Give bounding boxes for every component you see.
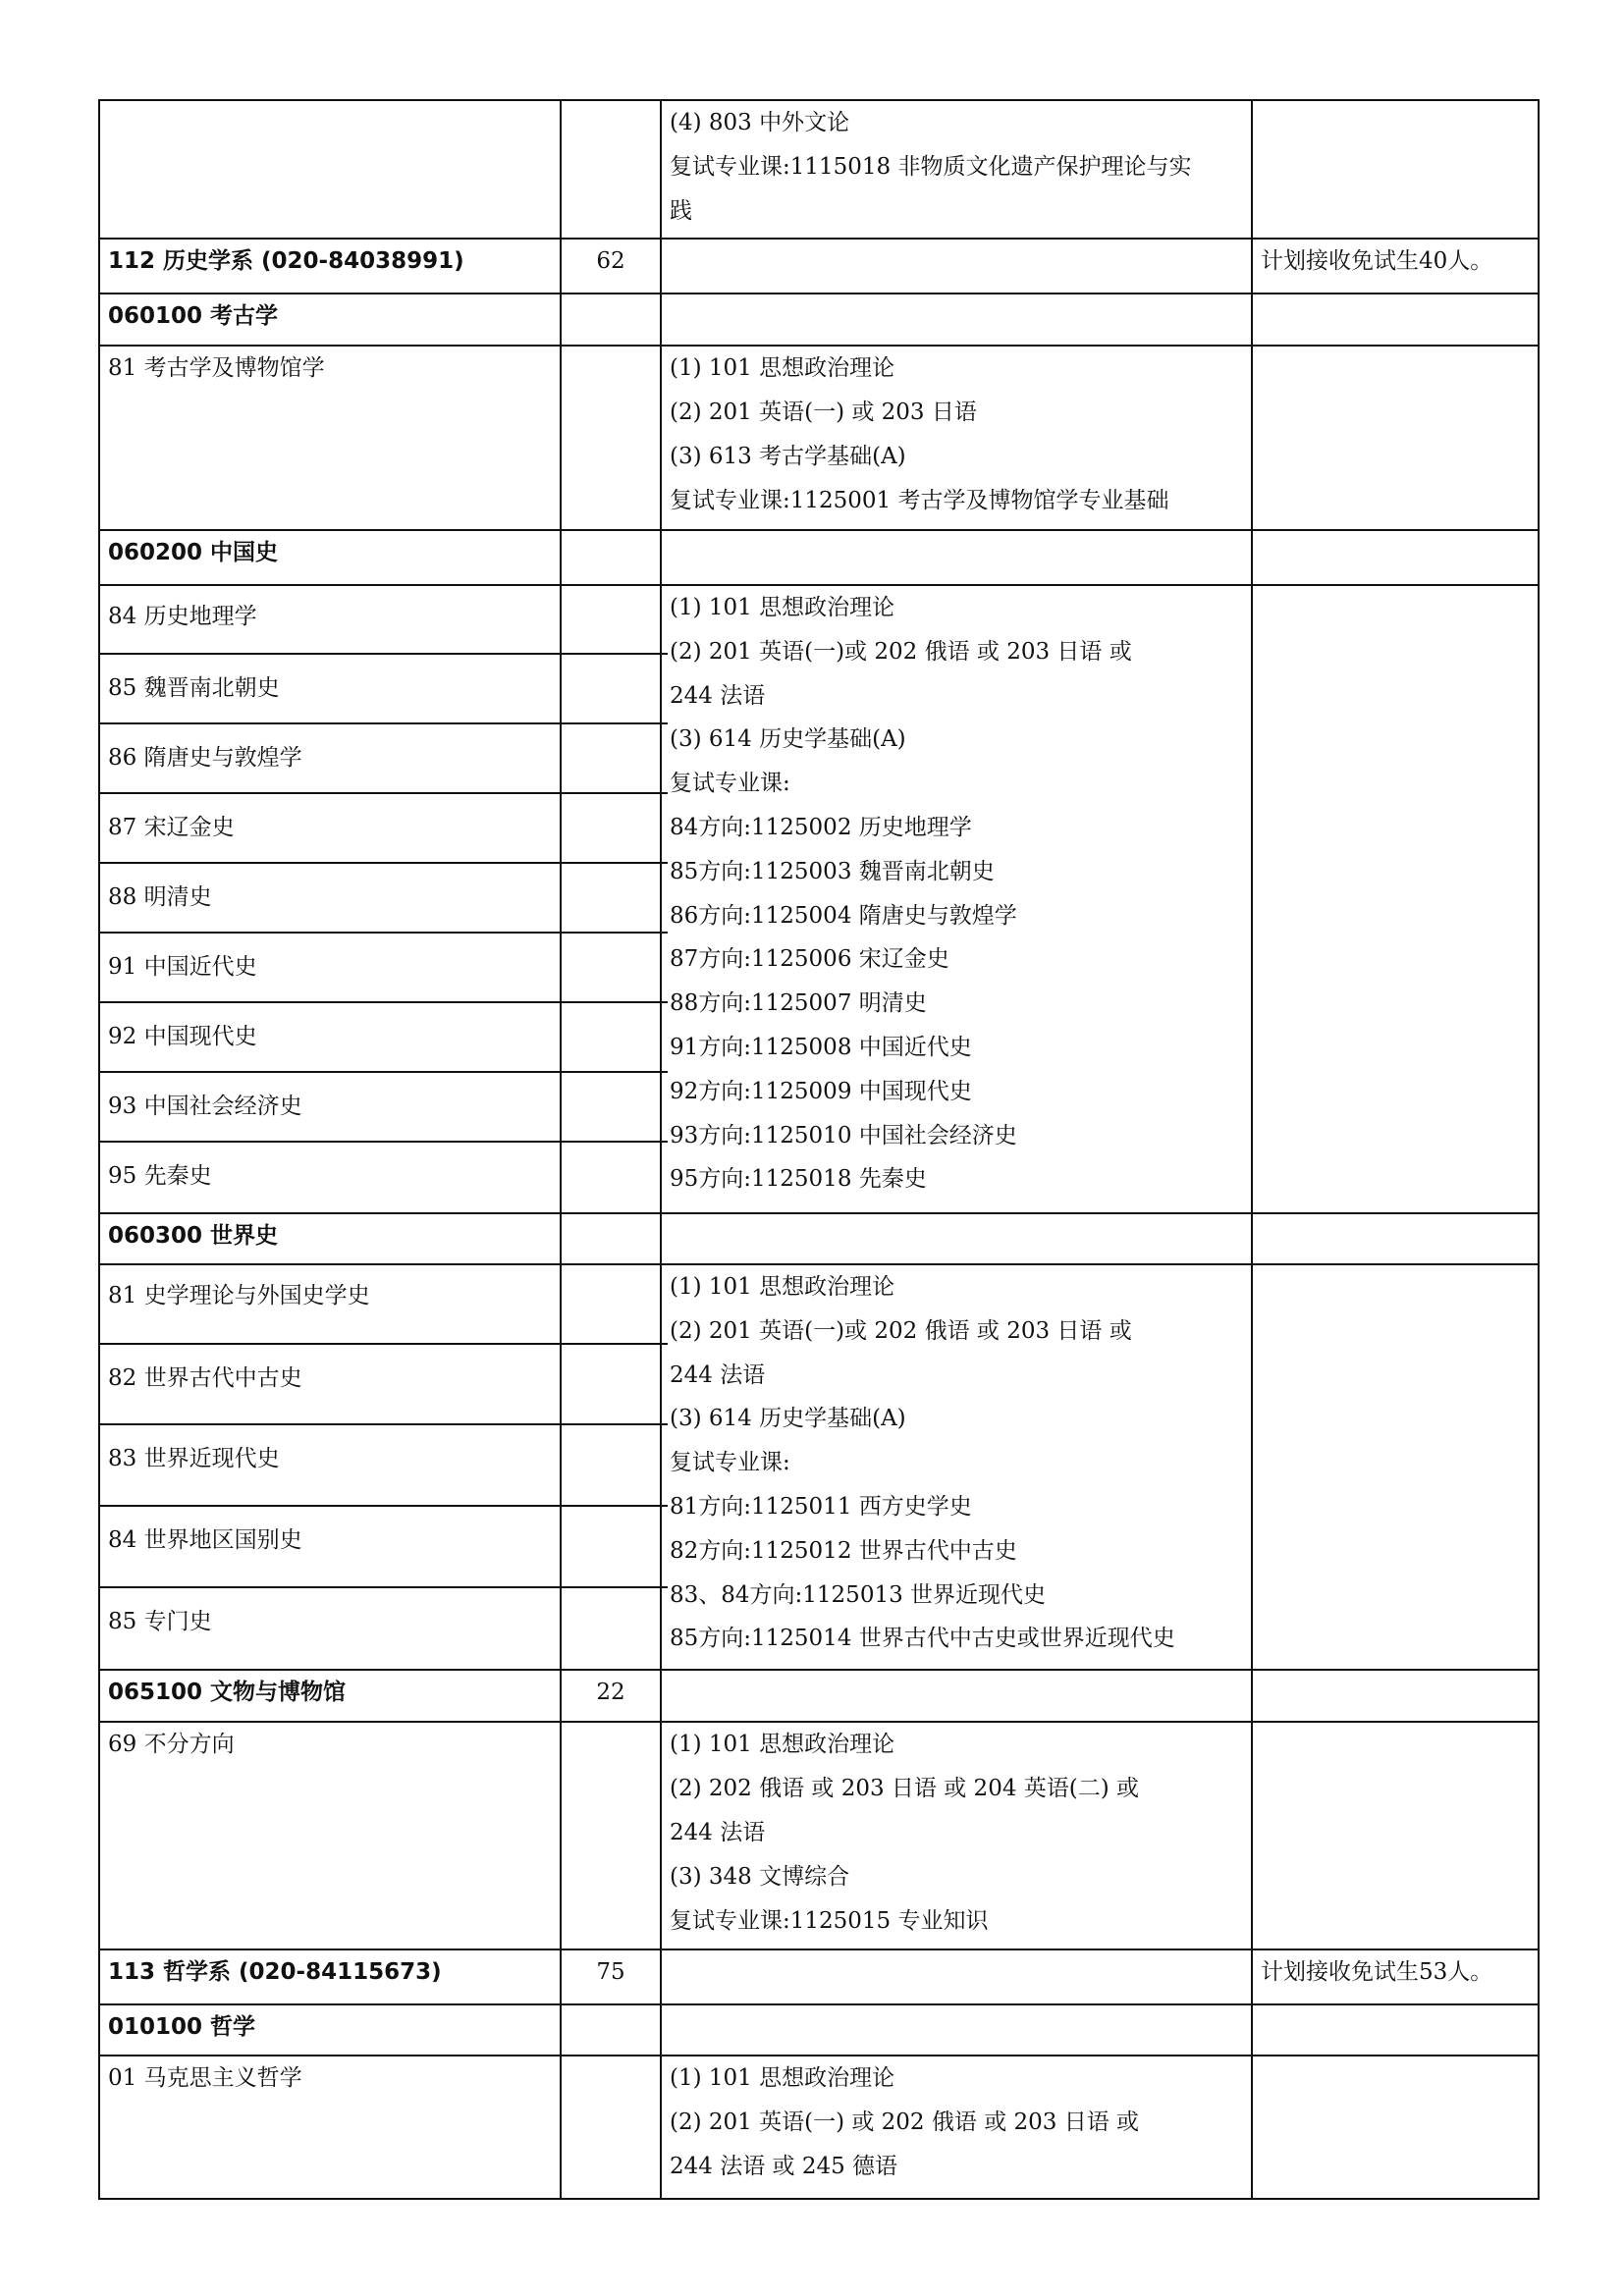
exam-line: (3) 614 历史学基础(A) [670, 1406, 906, 1432]
direction-name: 01 马克思主义哲学 [99, 2056, 561, 2199]
exam-line: 244 法语 或 245 德语 [670, 2154, 898, 2179]
major-row [99, 530, 1539, 585]
exam-line: (1) 101 思想政治理论 [670, 355, 895, 381]
exam-cell [661, 1213, 1252, 1264]
department-row [99, 239, 1539, 294]
direction-name: 84 历史地理学 [100, 586, 560, 655]
exam-cell [661, 2004, 1252, 2056]
count-cell [561, 1722, 661, 1949]
department-row [99, 1949, 1539, 2004]
exam-line: 244 法语 [670, 1820, 766, 1845]
direction-name: 69 不分方向 [99, 1722, 561, 1949]
count-list [561, 1264, 661, 1670]
direction-name: 82 世界古代中古史 [100, 1345, 560, 1425]
exam-line: 复试专业课:1125015 专业知识 [670, 1908, 989, 1934]
count-cell [561, 2004, 661, 2056]
exam-line: (1) 101 思想政治理论 [670, 1732, 895, 1757]
exam-line: 复试专业课: [670, 771, 790, 797]
exam-line: 82方向:1125012 世界古代中古史 [670, 1537, 1017, 1564]
major-row [99, 1670, 1539, 1722]
exam-line: 87方向:1125006 宋辽金史 [670, 946, 949, 973]
direction-name: 86 隋唐史与敦煌学 [100, 724, 560, 794]
note-cell [1252, 346, 1539, 530]
enrollment-count: 22 [561, 1670, 661, 1722]
note-cell [1252, 530, 1539, 585]
exam-cell [661, 585, 1252, 1213]
exam-line: 92方向:1125009 中国现代史 [670, 1078, 972, 1104]
exam-line: 91方向:1125008 中国近代史 [670, 1034, 972, 1060]
exam-line: (3) 613 考古学基础(A) [670, 444, 906, 469]
direction-name: 81 考古学及博物馆学 [99, 346, 561, 530]
table-row [99, 100, 1539, 239]
exam-line: 83、84方向:1125013 世界近现代史 [670, 1581, 1047, 1608]
table-row [99, 2056, 1539, 2199]
exam-line: (4) 803 中外文论 [670, 110, 850, 135]
note-cell [1252, 1670, 1539, 1722]
exam-cell [661, 2056, 1252, 2199]
exam-cell [661, 100, 1252, 239]
direction-name: 95 先秦史 [108, 1163, 212, 1189]
exam-cell [661, 530, 1252, 585]
note-text: 计划接收免试生40人。 [1252, 239, 1539, 294]
enrollment-count: 62 [561, 239, 661, 294]
exam-line: 81方向:1125011 西方史学史 [670, 1493, 972, 1520]
note-cell [1252, 1722, 1539, 1949]
direction-name: 93 中国社会经济史 [100, 1073, 560, 1143]
count-cell [561, 530, 661, 585]
major-row [99, 294, 1539, 346]
count-cell [561, 346, 661, 530]
direction-name: 81 史学理论与外国史学史 [100, 1265, 560, 1345]
exam-line: 复试专业课:1125001 考古学及博物馆学专业基础 [670, 488, 1169, 513]
exam-line: 86方向:1125004 隋唐史与敦煌学 [670, 902, 1017, 929]
exam-line: (2) 201 英语(一) 或 202 俄语 或 203 日语 或 [670, 2109, 1140, 2135]
exam-line: 93方向:1125010 中国社会经济史 [670, 1122, 1017, 1148]
note-cell [1252, 294, 1539, 346]
table-row [99, 1722, 1539, 1949]
note-cell [1252, 2056, 1539, 2199]
direction-list [99, 585, 561, 1213]
exam-line: (2) 201 英语(一) 或 203 日语 [670, 400, 977, 425]
note-cell [1252, 1264, 1539, 1670]
direction-name: 85 专门史 [108, 1609, 212, 1634]
exam-line: 244 法语 [670, 1362, 766, 1388]
department-title: 112 历史学系 (020-84038991) [99, 239, 561, 294]
direction-name: 88 明清史 [100, 864, 560, 934]
direction-cell [99, 100, 561, 239]
major-row [99, 2004, 1539, 2056]
exam-line: (3) 614 历史学基础(A) [670, 726, 906, 753]
direction-name: 85 魏晋南北朝史 [100, 655, 560, 724]
direction-list [99, 1264, 561, 1670]
direction-name: 92 中国现代史 [100, 1003, 560, 1073]
exam-line: 95方向:1125018 先秦史 [670, 1166, 927, 1193]
direction-name: 91 中国近代史 [100, 934, 560, 1003]
exam-line: 践 [670, 198, 692, 224]
count-cell [561, 294, 661, 346]
major-title: 060300 世界史 [99, 1213, 561, 1264]
exam-line: 84方向:1125002 历史地理学 [670, 814, 972, 840]
exam-line: (2) 201 英语(一)或 202 俄语 或 203 日语 或 [670, 638, 1132, 665]
direction-name: 83 世界近现代史 [100, 1425, 560, 1507]
exam-line: (1) 101 思想政治理论 [670, 1274, 895, 1300]
exam-line: (3) 348 文博综合 [670, 1864, 850, 1890]
exam-cell [661, 346, 1252, 530]
exam-line: (2) 201 英语(一)或 202 俄语 或 203 日语 或 [670, 1317, 1132, 1344]
exam-line: 复试专业课:1115018 非物质文化遗产保护理论与实 [670, 154, 1192, 180]
major-title: 065100 文物与博物馆 [99, 1670, 561, 1722]
direction-name: 87 宋辽金史 [100, 794, 560, 864]
department-title: 113 哲学系 (020-84115673) [99, 1949, 561, 2004]
exam-cell [661, 294, 1252, 346]
exam-line: 244 法语 [670, 682, 766, 709]
exam-cell [661, 1722, 1252, 1949]
exam-cell [661, 1670, 1252, 1722]
table-row [99, 346, 1539, 530]
major-row [99, 1213, 1539, 1264]
count-cell [561, 2056, 661, 2199]
major-title: 010100 哲学 [99, 2004, 561, 2056]
major-title: 060200 中国史 [99, 530, 561, 585]
exam-cell [661, 239, 1252, 294]
table-row [99, 585, 1539, 1213]
exam-line: (1) 101 思想政治理论 [670, 2065, 895, 2091]
major-title: 060100 考古学 [99, 294, 561, 346]
exam-line: (2) 202 俄语 或 203 日语 或 204 英语(二) 或 [670, 1776, 1140, 1801]
note-text: 计划接收免试生53人。 [1252, 1949, 1539, 2004]
enrollment-count: 75 [561, 1949, 661, 2004]
exam-line: 88方向:1125007 明清史 [670, 990, 927, 1017]
note-cell [1252, 2004, 1539, 2056]
count-cell [561, 100, 661, 239]
count-cell [561, 1213, 661, 1264]
exam-line: (1) 101 思想政治理论 [670, 595, 895, 620]
exam-line: 85方向:1125003 魏晋南北朝史 [670, 858, 995, 884]
note-cell [1252, 1213, 1539, 1264]
count-list [561, 585, 661, 1213]
exam-cell [661, 1949, 1252, 2004]
direction-name: 84 世界地区国别史 [100, 1507, 560, 1588]
exam-line: 85方向:1125014 世界古代中古史或世界近现代史 [670, 1626, 1175, 1652]
exam-line: 复试专业课: [670, 1450, 790, 1476]
catalog-table [98, 99, 1540, 2200]
table-row [99, 1264, 1539, 1670]
exam-cell [661, 1264, 1252, 1670]
note-cell [1252, 585, 1539, 1213]
note-cell [1252, 100, 1539, 239]
